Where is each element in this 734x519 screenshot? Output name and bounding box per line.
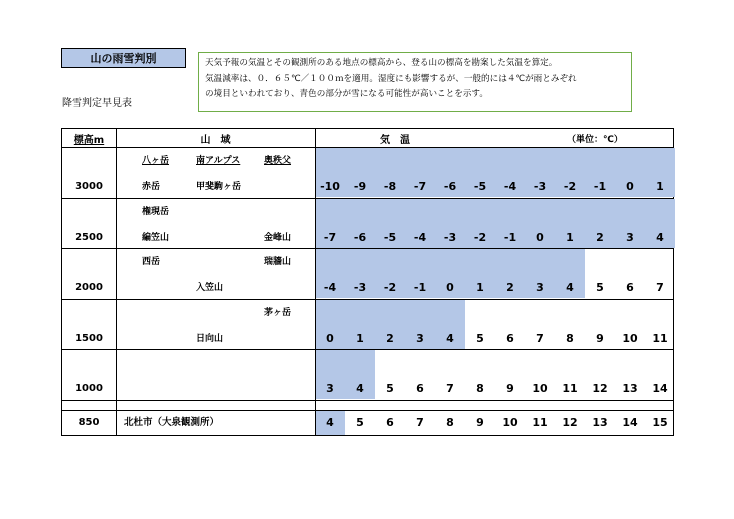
row-divider xyxy=(62,248,673,249)
mountain-name: 八ヶ岳 xyxy=(142,156,170,166)
temp-cell: 9 xyxy=(596,332,604,345)
temp-cell: -3 xyxy=(443,231,457,244)
temp-cell: 3 xyxy=(416,332,424,345)
temp-cell: 12 xyxy=(562,416,578,429)
temp-cell: 6 xyxy=(626,281,634,294)
temp-cell: 11 xyxy=(652,332,668,345)
mountain-name: 茅ヶ岳 xyxy=(264,308,292,318)
temp-cell: 4 xyxy=(446,332,454,345)
column-divider xyxy=(116,129,117,435)
temp-cell: 10 xyxy=(502,416,518,429)
mountain-name: 西岳 xyxy=(142,257,161,267)
page-title: 山の雨雪判別 xyxy=(61,48,186,68)
mountain-name: 日向山 xyxy=(196,334,224,344)
temp-cell: -3 xyxy=(353,281,367,294)
temp-cell: -7 xyxy=(413,180,427,193)
temp-cell: 5 xyxy=(386,382,394,395)
temp-cell: 6 xyxy=(416,382,424,395)
temp-cell: 1 xyxy=(356,332,364,345)
temp-cell: -6 xyxy=(353,231,367,244)
temp-cell: -9 xyxy=(353,180,367,193)
mountain-name: 入笠山 xyxy=(196,283,224,293)
temp-cell: 3 xyxy=(536,281,544,294)
temp-cell: 10 xyxy=(622,332,638,345)
temp-cell: 0 xyxy=(326,332,334,345)
temp-cell: 13 xyxy=(592,416,608,429)
temp-cell: 3 xyxy=(326,382,334,395)
temp-cell: -2 xyxy=(473,231,487,244)
temp-cell: -1 xyxy=(503,231,517,244)
header-temperature: 気 温 xyxy=(380,134,410,146)
temp-cell: 7 xyxy=(656,281,664,294)
temp-cell: 6 xyxy=(386,416,394,429)
header-region: 山 域 xyxy=(200,134,231,146)
temp-cell: 2 xyxy=(386,332,394,345)
elevation-value: 1000 xyxy=(75,383,103,394)
elevation-value: 1500 xyxy=(75,333,103,344)
temp-cell: 11 xyxy=(532,416,548,429)
temp-cell: 9 xyxy=(476,416,484,429)
temp-cell: -4 xyxy=(503,180,517,193)
temp-cell: -4 xyxy=(323,281,337,294)
temp-cell: 7 xyxy=(536,332,544,345)
row-divider xyxy=(62,410,673,411)
description-line: 天気予報の気温とその観測所のある地点の標高から、登る山の標高を勘案した気温を算定。 xyxy=(205,58,558,68)
header-unit: （単位：℃） xyxy=(567,134,623,145)
temp-cell: 15 xyxy=(652,416,668,429)
temp-cell: -2 xyxy=(563,180,577,193)
temp-cell: 7 xyxy=(446,382,454,395)
temp-cell: 5 xyxy=(476,332,484,345)
temp-cell: 3 xyxy=(626,231,634,244)
temp-cell: 11 xyxy=(562,382,578,395)
mountain-name: 南アルプス xyxy=(196,156,241,166)
temp-cell: 8 xyxy=(566,332,574,345)
temp-cell: 2 xyxy=(506,281,514,294)
table-subtitle: 降雪判定早見表 xyxy=(62,98,132,109)
description-line: の境目といわれており、青色の部分が雪になる可能性が高いことを示す。 xyxy=(205,89,488,99)
elevation-value: 850 xyxy=(78,417,100,428)
temp-cell: -4 xyxy=(413,231,427,244)
temp-cell: 4 xyxy=(656,231,664,244)
temp-cell: 8 xyxy=(446,416,454,429)
elevation-value: 2500 xyxy=(75,232,103,243)
temp-cell: 0 xyxy=(626,180,634,193)
temp-cell: -6 xyxy=(443,180,457,193)
row-divider xyxy=(62,400,673,401)
temp-cell: 2 xyxy=(596,231,604,244)
temp-cell: -5 xyxy=(473,180,487,193)
temp-cell: 4 xyxy=(356,382,364,395)
description-line: 気温減率は、０．６５℃／１００ｍを適用。湿度にも影響するが、一般的には４℃が雨とみぞれ xyxy=(205,73,577,84)
temp-cell: -10 xyxy=(320,180,340,193)
temp-cell: 1 xyxy=(656,180,664,193)
mountain-name: 金峰山 xyxy=(264,233,292,243)
temp-cell: 0 xyxy=(446,281,454,294)
temp-cell: 13 xyxy=(622,382,638,395)
mountain-name: 甲斐駒ヶ岳 xyxy=(196,182,242,192)
temp-cell: 9 xyxy=(506,382,514,395)
observation-station: 北杜市（大泉観測所） xyxy=(124,417,220,428)
temp-cell: -3 xyxy=(533,180,547,193)
mountain-name: 奥秩父 xyxy=(264,156,292,166)
temp-cell: 7 xyxy=(416,416,424,429)
description-box xyxy=(198,52,632,112)
mountain-name: 権現岳 xyxy=(142,207,170,217)
temp-cell: 5 xyxy=(596,281,604,294)
temp-cell: 12 xyxy=(592,382,608,395)
mountain-name: 瑞牆山 xyxy=(264,257,292,267)
temp-cell: -8 xyxy=(383,180,397,193)
elevation-value: 2000 xyxy=(75,282,103,293)
temp-cell: 6 xyxy=(506,332,514,345)
temp-cell: -1 xyxy=(413,281,427,294)
row-divider xyxy=(62,198,673,199)
header-elevation: 標高m xyxy=(73,134,105,146)
temp-cell: 4 xyxy=(566,281,574,294)
temp-cell: 0 xyxy=(536,231,544,244)
temp-cell: 1 xyxy=(566,231,574,244)
temp-cell: 14 xyxy=(622,416,638,429)
elevation-value: 3000 xyxy=(75,181,103,192)
temp-cell: -2 xyxy=(383,281,397,294)
row-divider xyxy=(62,147,673,148)
temp-cell: 8 xyxy=(476,382,484,395)
temp-cell: 14 xyxy=(652,382,668,395)
temp-cell: 1 xyxy=(476,281,484,294)
snow-judgement-table xyxy=(61,128,674,436)
temp-cell: 4 xyxy=(326,416,334,429)
mountain-name: 赤岳 xyxy=(142,182,161,192)
temp-cell: 5 xyxy=(356,416,364,429)
mountain-name: 編笠山 xyxy=(142,233,170,243)
temp-cell: 10 xyxy=(532,382,548,395)
row-divider xyxy=(62,299,673,300)
temp-cell: -5 xyxy=(383,231,397,244)
temp-cell: -1 xyxy=(593,180,607,193)
row-divider xyxy=(62,349,673,350)
temp-cell: -7 xyxy=(323,231,337,244)
